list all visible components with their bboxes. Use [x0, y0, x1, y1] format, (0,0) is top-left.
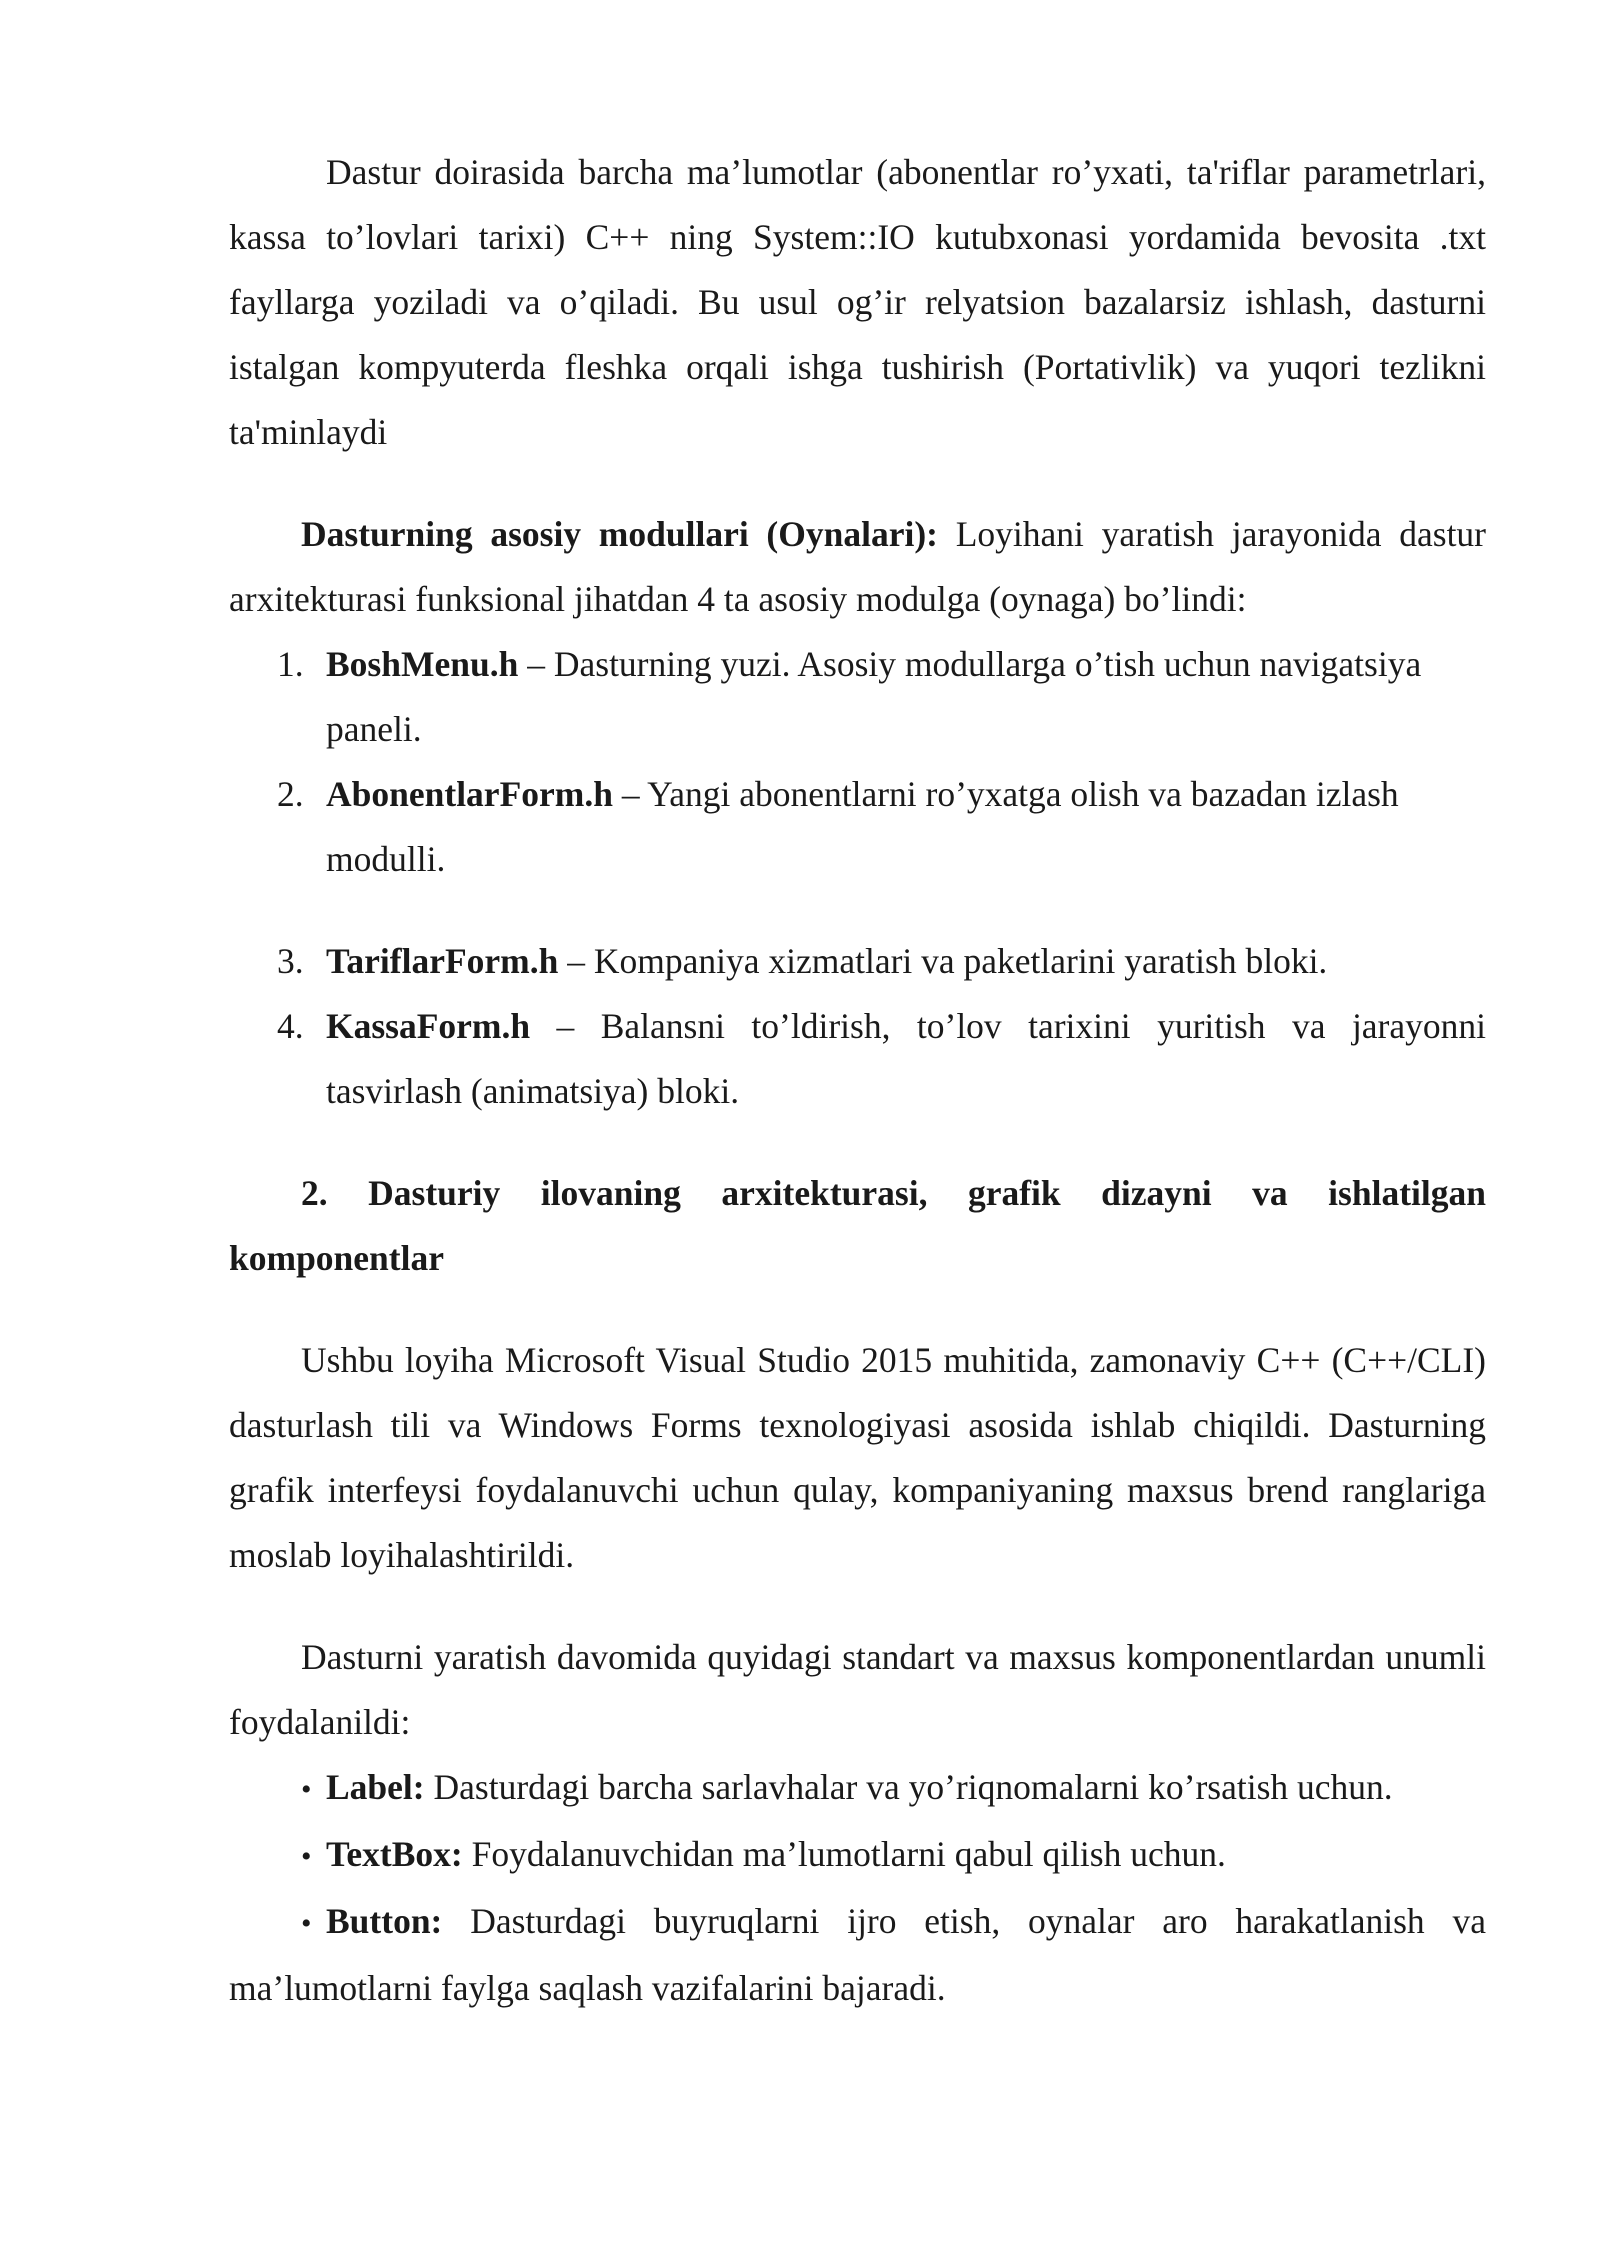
- module-desc: – Yangi abonentlarni ro’yxatga olish va bazadan izlash modulli.: [326, 774, 1399, 879]
- visual-studio-paragraph: Ushbu loyiha Microsoft Visual Studio 2015 muhitida, zamonaviy C++ (C++/CLI) dasturlash tili va Windows Forms texnologiyasi asosida ishlab chiqildi. Dasturning grafik interfeysi foydalanuvchi uchun qulay, kompaniyaning maxsus brend ranglariga moslab loyihalashtirildi.: [229, 1340, 1486, 1575]
- component-desc: Foydalanuvchidan ma’lumotlarni qabul qilish uchun.: [462, 1834, 1226, 1874]
- document-page: [229, 140, 1486, 2021]
- module-item: [229, 762, 1486, 892]
- module-name: TariflarForm.h: [326, 941, 559, 981]
- module-number: 3.: [277, 941, 304, 981]
- module-name: BoshMenu.h: [326, 644, 519, 684]
- component-item: [229, 1889, 1486, 2021]
- module-desc: – Dasturning yuzi. Asosiy modullarga o’tish uchun navigatsiya paneli.: [326, 644, 1422, 749]
- bullet-icon: •: [301, 1840, 312, 1873]
- component-name: Label:: [326, 1767, 425, 1807]
- modules-list: [229, 632, 1486, 1124]
- components-list: [229, 1755, 1486, 2021]
- section-heading: 2. Dasturiy ilovaning arxitekturasi, grafik dizayni va ishlatilgan komponentlar: [229, 1173, 1486, 1278]
- components-intro-paragraph: Dasturni yaratish davomida quyidagi standart va maxsus komponentlardan unumli foydalanildi:: [229, 1637, 1486, 1742]
- module-item: [229, 929, 1486, 994]
- module-desc: – Balansni to’ldirish, to’lov tarixini yuritish va jarayonni tasvirlash (animatsiya) bloki.: [326, 1006, 1486, 1111]
- module-item: [229, 994, 1486, 1124]
- module-name: AbonentlarForm.h: [326, 774, 613, 814]
- component-name: Button:: [326, 1901, 443, 1941]
- component-desc: Dasturdagi buyruqlarni ijro etish, oynalar aro harakatlanish va ma’lumotlarni faylga saqlash vazifalarini bajaradi.: [229, 1901, 1486, 2008]
- modules-intro-text: Loyihani yaratish jarayonida dastur arxitekturasi funksional jihatdan 4 ta asosiy modulga (oynaga) bo’lindi:: [229, 514, 1487, 619]
- component-name: TextBox:: [326, 1834, 463, 1874]
- bullet-icon: •: [301, 1773, 312, 1806]
- bullet-icon: •: [301, 1907, 312, 1940]
- modules-intro-bold: Dasturning asosiy modullari (Oynalari):: [301, 514, 938, 554]
- module-number: 4.: [277, 1006, 304, 1046]
- component-desc: Dasturdagi barcha sarlavhalar va yo’riqnomalarni ko’rsatish uchun.: [424, 1767, 1393, 1807]
- intro-paragraph: Dastur doirasida barcha ma’lumotlar (abonentlar ro’yxati, ta'riflar parametrlari, kassa to’lovlari tarixi) C++ ning System::IO kutubxonasi yordamida bevosita .txt fayllarga yoziladi va o’qiladi. Bu usul og’ir relyatsion bazalarsiz ishlash, dasturni istalgan kompyuterda fleshka orqali ishga tushirish (Portativlik) va yuqori tezlikni ta'minlaydi: [229, 152, 1486, 452]
- modules-intro-paragraph: [229, 502, 1486, 632]
- module-number: 1.: [277, 644, 304, 684]
- module-name: KassaForm.h: [326, 1006, 531, 1046]
- module-desc: – Kompaniya xizmatlari va paketlarini yaratish bloki.: [558, 941, 1328, 981]
- component-item: [229, 1822, 1486, 1889]
- component-item: [229, 1755, 1486, 1822]
- module-item: [229, 632, 1486, 762]
- module-number: 2.: [277, 774, 304, 814]
